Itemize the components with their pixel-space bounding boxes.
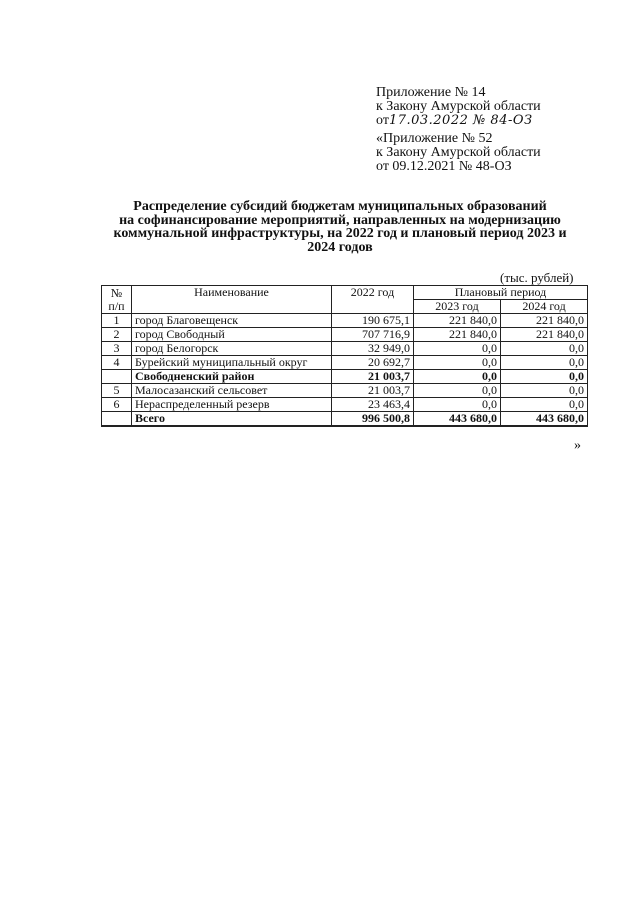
row-name: город Белогорск — [132, 342, 332, 356]
row-2023: 0,0 — [414, 384, 501, 398]
table-row — [102, 342, 588, 356]
row-number — [102, 412, 132, 427]
header-planned-period: Плановый период — [414, 286, 588, 300]
table-row-subtotal — [102, 370, 588, 384]
table-row — [102, 356, 588, 370]
row-2024: 221 840,0 — [501, 328, 588, 342]
table-row — [102, 384, 588, 398]
row-name: Малосазанский сельсовет — [132, 384, 332, 398]
row-name: Бурейский муниципальный округ — [132, 356, 332, 370]
row-number: 1 — [102, 314, 132, 328]
row-2024: 443 680,0 — [501, 412, 588, 427]
appendix-date — [376, 114, 541, 128]
row-2022: 23 463,4 — [332, 398, 414, 412]
appendix-date-prefix: от — [376, 113, 389, 128]
row-name: город Благовещенск — [132, 314, 332, 328]
row-number: 5 — [102, 384, 132, 398]
table-row — [102, 314, 588, 328]
row-number — [102, 370, 132, 384]
header-2023: 2023 год — [414, 300, 501, 314]
appendix-number: Приложение № 14 — [376, 85, 486, 100]
row-2022: 20 692,7 — [332, 356, 414, 370]
table-row-total — [102, 412, 588, 427]
row-2024: 221 840,0 — [501, 314, 588, 328]
title-line-3: коммунальной инфраструктуры, на 2022 год и плановый период 2023 и — [113, 226, 567, 241]
table-row — [102, 398, 588, 412]
row-number: 6 — [102, 398, 132, 412]
row-2022: 707 716,9 — [332, 328, 414, 342]
appendix-law: к Закону Амурской области — [376, 99, 541, 114]
closing-quote: » — [574, 438, 581, 453]
row-2023: 221 840,0 — [414, 328, 501, 342]
row-2022: 996 500,8 — [332, 412, 414, 427]
original-appendix-date: от 09.12.2021 № 48-ОЗ — [376, 159, 512, 174]
appendix-current — [376, 86, 541, 128]
row-2022: 32 949,0 — [332, 342, 414, 356]
title-line-4: 2024 годов — [307, 239, 373, 255]
appendix-original — [376, 132, 541, 174]
original-appendix-number: «Приложение № 52 — [376, 131, 493, 146]
units-label: (тыс. рублей) — [500, 270, 574, 285]
header-2024: 2024 год — [501, 300, 588, 314]
row-2024: 0,0 — [501, 356, 588, 370]
header-2022: 2022 год — [332, 286, 414, 314]
row-2022: 21 003,7 — [332, 384, 414, 398]
row-2023: 0,0 — [414, 370, 501, 384]
row-name: город Свободный — [132, 328, 332, 342]
row-2024: 0,0 — [501, 342, 588, 356]
row-2024: 0,0 — [501, 384, 588, 398]
row-2023: 0,0 — [414, 342, 501, 356]
document-title — [90, 200, 590, 254]
row-number: 2 — [102, 328, 132, 342]
table-row — [102, 328, 588, 342]
row-2022: 21 003,7 — [332, 370, 414, 384]
row-2023: 0,0 — [414, 398, 501, 412]
header-number: № п/п — [102, 286, 132, 314]
row-2023: 443 680,0 — [414, 412, 501, 427]
row-name: Нераспределенный резерв — [132, 398, 332, 412]
row-2023: 0,0 — [414, 356, 501, 370]
title-line-2: на софинансирование мероприятий, направленных на модернизацию — [119, 212, 561, 228]
row-name: Всего — [132, 412, 332, 427]
title-line-1: Распределение субсидий бюджетам муниципальных образований — [133, 199, 547, 214]
row-2024: 0,0 — [501, 370, 588, 384]
row-2024: 0,0 — [501, 398, 588, 412]
original-appendix-law: к Закону Амурской области — [376, 145, 541, 160]
subsidy-table — [101, 285, 588, 427]
handwritten-date: 17.03.2022 № 84-ОЗ — [388, 113, 533, 128]
row-number: 4 — [102, 356, 132, 370]
header-name: Наименование — [132, 286, 332, 314]
row-2023: 221 840,0 — [414, 314, 501, 328]
row-2022: 190 675,1 — [332, 314, 414, 328]
row-number: 3 — [102, 342, 132, 356]
row-name: Свободненский район — [132, 370, 332, 384]
